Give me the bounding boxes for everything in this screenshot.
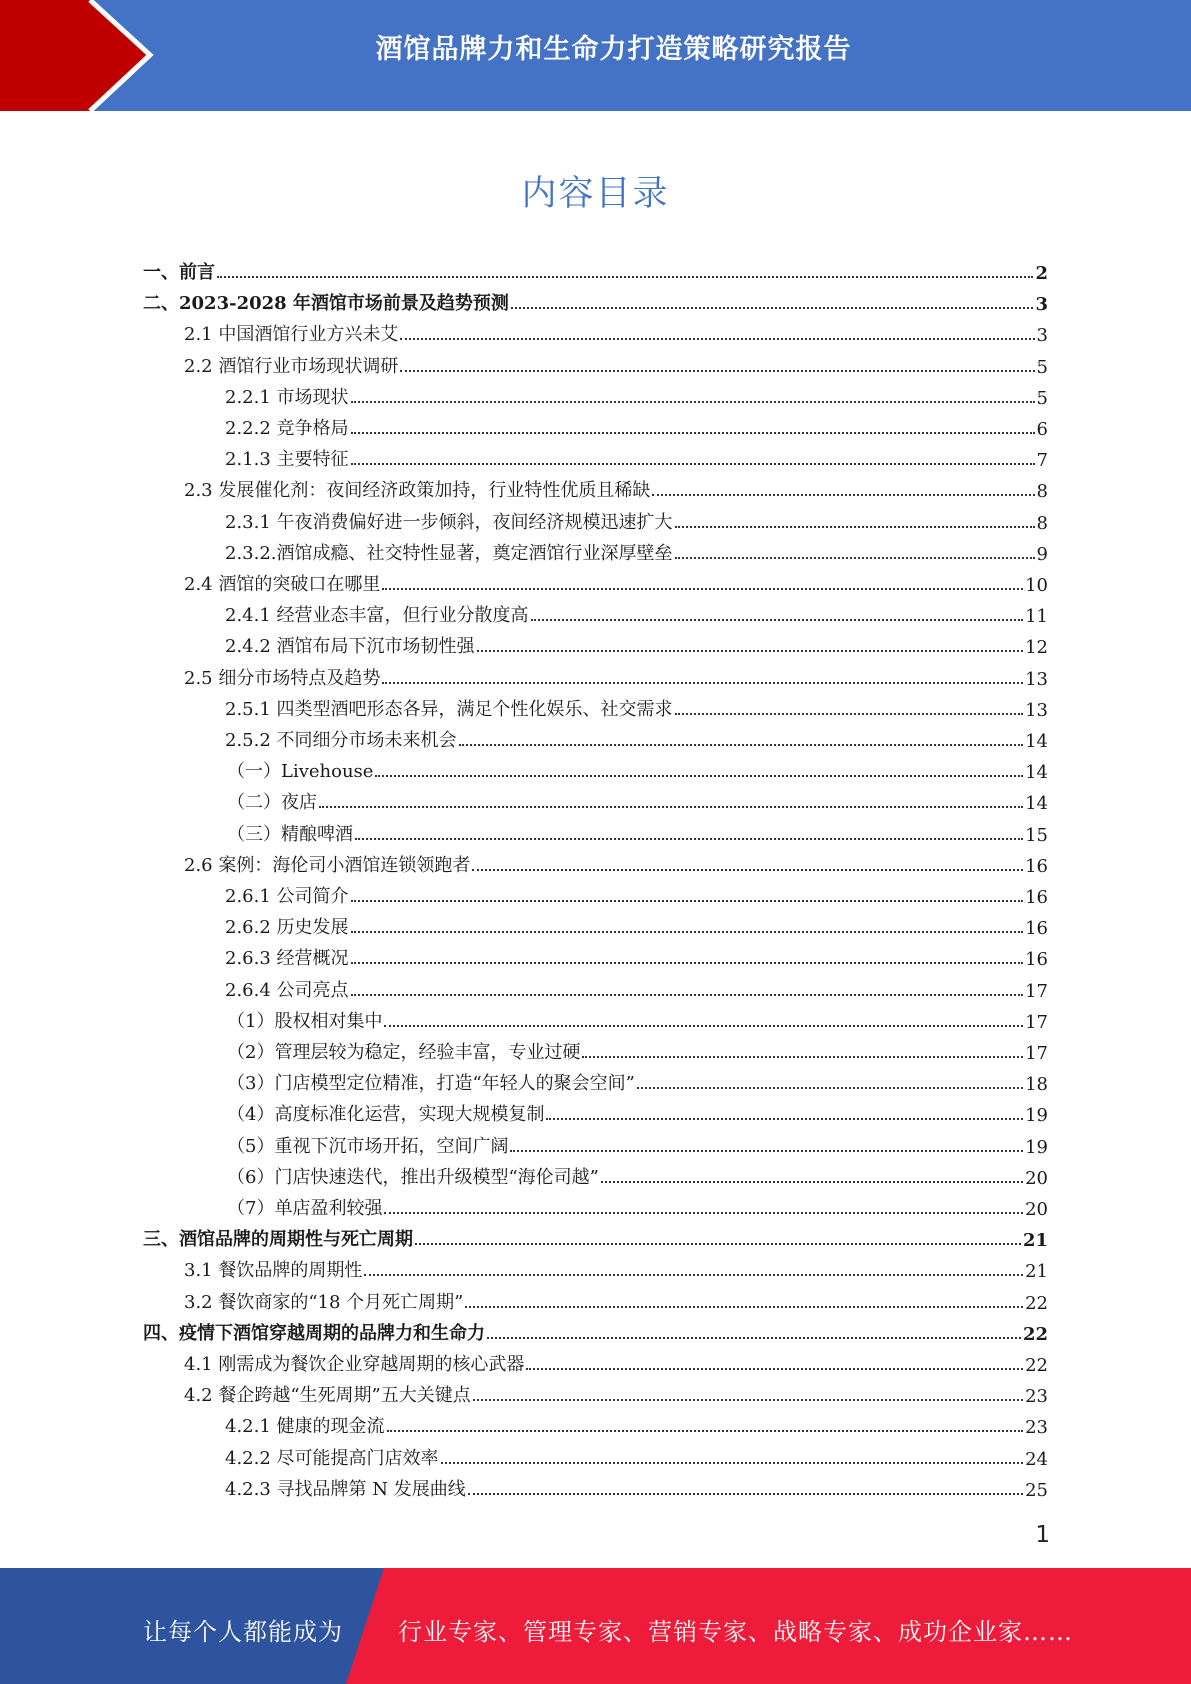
toc-entry-page: 15	[1025, 824, 1048, 846]
toc-dot-leader	[319, 806, 1023, 808]
footer-slogan-left: 让每个人都能成为	[143, 1618, 343, 1646]
toc-entry[interactable]	[225, 690, 1048, 721]
toc-entry-page: 22	[1022, 1323, 1048, 1345]
toc-entry-label: 2.4 酒馆的突破口在哪里	[184, 574, 381, 595]
toc-entry-page: 11	[1025, 606, 1048, 628]
toc-entry-label: 4.1 刚需成为餐饮企业穿越周期的核心武器	[184, 1354, 525, 1375]
toc-dot-leader	[382, 588, 1023, 590]
toc-entry-page: 5	[1036, 356, 1048, 378]
toc-entry-label: （3）门店模型定位精准，打造“年轻人的聚会空间”	[227, 1073, 635, 1095]
toc-entry-page: 14	[1025, 793, 1048, 815]
toc-entry-page: 21	[1025, 1261, 1048, 1283]
toc-entry[interactable]	[184, 471, 1048, 502]
toc-entry[interactable]	[227, 783, 1048, 814]
toc-dot-leader	[351, 432, 1035, 434]
toc-entry-page: 3	[1035, 294, 1048, 316]
toc-entry[interactable]	[225, 1439, 1048, 1470]
toc-entry-label: 2.2.1 市场现状	[225, 386, 349, 408]
toc-entry-label: 2.4.2 酒馆布局下沉市场韧性强	[225, 636, 475, 658]
report-title: 酒馆品牌力和生命力打造策略研究报告	[375, 34, 852, 65]
toc-entry-page: 12	[1025, 637, 1048, 659]
toc-dot-leader	[487, 1337, 1021, 1339]
toc-entry[interactable]	[227, 752, 1048, 783]
toc-dot-leader	[364, 1274, 1023, 1276]
page-number: 1	[1035, 1522, 1050, 1548]
toc-entry-page: 8	[1036, 512, 1048, 534]
toc-entry-page: 20	[1025, 1199, 1048, 1220]
toc-dot-leader	[675, 557, 1035, 559]
toc-entry[interactable]	[184, 1283, 1048, 1314]
toc-entry-label: 2.5.1 四类型酒吧形态各异，满足个性化娱乐、社交需求	[225, 698, 673, 720]
toc-dot-leader	[511, 307, 1034, 309]
toc-entry[interactable]	[225, 440, 1048, 471]
toc-entry-label: 2.5 细分市场特点及趋势	[184, 667, 381, 689]
toc-entry-label: （一）Livehouse	[227, 761, 374, 783]
toc-dot-leader	[387, 1430, 1024, 1432]
toc-entry[interactable]	[227, 815, 1048, 846]
toc-entry[interactable]	[225, 721, 1048, 752]
toc-entry-page: 7	[1036, 450, 1048, 472]
toc-entry-page: 25	[1025, 1479, 1048, 1501]
toc-dot-leader	[526, 1368, 1023, 1370]
toc-dot-leader	[351, 900, 1024, 902]
toc-entry[interactable]	[225, 409, 1048, 440]
toc-entry-page: 2	[1035, 263, 1048, 284]
toc-entry-page: 16	[1025, 887, 1048, 908]
toc-dot-leader	[415, 1243, 1021, 1245]
toc-dot-leader	[675, 526, 1035, 528]
toc-entry-label: 2.2 酒馆行业市场现状调研	[184, 355, 399, 377]
toc-entry[interactable]	[225, 596, 1048, 627]
toc-dot-leader	[400, 370, 1034, 372]
toc-entry-page: 9	[1036, 543, 1048, 565]
toc-entry[interactable]	[225, 534, 1048, 565]
toc-entry[interactable]	[184, 315, 1048, 346]
toc-entry-page: 5	[1036, 387, 1048, 409]
toc-heading: 内容目录	[521, 174, 670, 214]
toc-dot-leader	[546, 1118, 1023, 1120]
toc-entry[interactable]	[227, 1002, 1048, 1033]
toc-entry-page: 13	[1025, 668, 1048, 690]
toc-entry[interactable]	[184, 347, 1048, 378]
toc-entry-label: 2.3.2.酒馆成瘾、社交特性显著，奠定酒馆行业深厚壁垒	[225, 542, 673, 564]
toc-dot-leader	[351, 463, 1035, 465]
toc-entry-label: 4.2.3 寻找品牌第 N 发展曲线	[225, 1478, 466, 1500]
toc-entry[interactable]	[225, 1470, 1048, 1501]
toc-entry[interactable]	[143, 284, 1048, 315]
toc-entry[interactable]	[227, 1033, 1048, 1064]
toc-entry[interactable]	[143, 1220, 1048, 1251]
toc-entry-label: （二）夜店	[227, 792, 317, 814]
toc-entry-label: 2.5.2 不同细分市场未来机会	[225, 730, 457, 751]
toc-entry[interactable]	[184, 659, 1048, 690]
toc-entry-label: 2.6.1 公司简介	[225, 886, 349, 907]
toc-entry-page: 18	[1025, 1074, 1048, 1096]
toc-dot-leader	[351, 401, 1035, 403]
footer-slogan-right: 行业专家、管理专家、营销专家、战略专家、成功企业家……	[398, 1618, 1073, 1646]
toc-dot-leader	[510, 1150, 1023, 1152]
toc-entry-page: 16	[1025, 918, 1048, 940]
toc-entry-label: 2.4.1 经营业态丰富，但行业分散度高	[225, 605, 529, 627]
toc-entry[interactable]	[225, 503, 1048, 534]
toc-entry-label: 2.1 中国酒馆行业方兴未艾	[184, 324, 399, 346]
toc-entry-page: 13	[1025, 699, 1048, 721]
toc-entry-page: 8	[1036, 481, 1048, 503]
toc-dot-leader	[355, 838, 1023, 840]
toc-entry-label: （7）单店盈利较强	[227, 1198, 383, 1219]
toc-entry-page: 19	[1025, 1136, 1048, 1158]
toc-entry-page: 14	[1025, 731, 1048, 752]
toc-entry-page: 17	[1025, 1011, 1048, 1033]
toc-entry-page: 3	[1036, 325, 1048, 347]
toc-dot-leader	[400, 338, 1034, 340]
toc-entry-page: 17	[1025, 1043, 1048, 1064]
toc-entry[interactable]	[225, 1407, 1048, 1438]
toc-dot-leader	[382, 682, 1023, 684]
toc-entry[interactable]	[225, 908, 1048, 939]
toc-entry[interactable]	[227, 1189, 1048, 1220]
toc-entry-label: 4.2.1 健康的现金流	[225, 1416, 385, 1438]
toc-dot-leader	[472, 869, 1023, 871]
toc-dot-leader	[675, 713, 1024, 715]
toc-entry-page: 20	[1025, 1167, 1048, 1189]
toc-dot-leader	[384, 1025, 1023, 1027]
toc-entry-label: 4.2.2 尽可能提高门店效率	[225, 1447, 439, 1469]
toc-entry-page: 14	[1025, 762, 1048, 784]
toc-entry-page: 10	[1025, 575, 1048, 596]
toc-entry[interactable]	[225, 877, 1048, 908]
toc-entry-label: （1）股权相对集中	[227, 1010, 383, 1032]
toc-dot-leader	[582, 1056, 1023, 1058]
toc-dot-leader	[637, 1087, 1023, 1089]
toc-entry[interactable]	[227, 1095, 1048, 1126]
toc-dot-leader	[459, 744, 1024, 746]
toc-dot-leader	[477, 650, 1024, 652]
toc-entry[interactable]	[184, 1251, 1048, 1282]
toc-entry[interactable]	[225, 627, 1048, 658]
toc-entry-label: 4.2 餐企跨越“生死周期”五大关键点	[184, 1385, 471, 1407]
toc-entry-page: 22	[1025, 1292, 1048, 1314]
toc-entry[interactable]	[227, 1064, 1048, 1095]
toc-entry-label: 2.2.2 竞争格局	[225, 418, 349, 439]
toc-entry[interactable]	[143, 253, 1048, 284]
toc-entry-page: 19	[1025, 1105, 1048, 1127]
toc-entry-page: 6	[1036, 419, 1048, 440]
toc-dot-leader	[384, 1212, 1023, 1214]
toc-dot-leader	[375, 775, 1023, 777]
toc-dot-leader	[468, 1493, 1023, 1495]
toc-entry-label: （2）管理层较为稳定，经验丰富，专业过硬	[227, 1042, 581, 1063]
toc-dot-leader	[473, 1399, 1023, 1401]
toc-entry[interactable]	[184, 1376, 1048, 1407]
toc-entry[interactable]	[225, 378, 1048, 409]
toc-dot-leader	[531, 619, 1024, 621]
toc-entry-label: 3.1 餐饮品牌的周期性	[184, 1260, 363, 1282]
toc-entry[interactable]	[143, 1314, 1048, 1345]
toc-entry-label: 2.1.3 主要特征	[225, 449, 349, 471]
toc-dot-leader	[601, 1181, 1023, 1183]
page-header	[0, 0, 1191, 111]
toc-entry[interactable]	[225, 939, 1048, 970]
toc-entry-page: 16	[1025, 949, 1048, 971]
toc-dot-leader	[652, 494, 1034, 496]
toc-entry-label: 2.6 案例：海伦司小酒馆连锁领跑者	[184, 854, 471, 876]
toc-entry-label: 一、前言	[143, 262, 215, 283]
toc-entry-label: （三）精酿啤酒	[227, 823, 353, 845]
toc-entry-label: （5）重视下沉市场开拓，空间广阔	[227, 1135, 509, 1157]
toc-entry-label: 2.6.3 经营概况	[225, 948, 349, 970]
toc-entry-page: 16	[1025, 855, 1048, 877]
toc-entry-label: （6）门店快速迭代，推出升级模型“海伦司越”	[227, 1166, 599, 1188]
toc-entry[interactable]	[184, 565, 1048, 596]
toc-entry-label: （4）高度标准化运营，实现大规模复制	[227, 1104, 545, 1126]
toc-entry-label: 2.6.2 历史发展	[225, 917, 349, 939]
toc-entry-page: 23	[1025, 1417, 1048, 1439]
toc-entry-page: 22	[1025, 1355, 1048, 1376]
toc-entry[interactable]	[227, 1158, 1048, 1189]
toc-entry[interactable]	[184, 846, 1048, 877]
toc-entry-label: 四、疫情下酒馆穿越周期的品牌力和生命力	[143, 1322, 485, 1344]
toc-entry-page: 17	[1025, 980, 1048, 1002]
toc-entry-page: 24	[1025, 1448, 1048, 1470]
toc-dot-leader	[351, 994, 1024, 996]
toc-entry[interactable]	[225, 971, 1048, 1002]
toc-dot-leader	[351, 962, 1024, 964]
toc-dot-leader	[441, 1462, 1024, 1464]
toc-entry-label: 三、酒馆品牌的周期性与死亡周期	[143, 1229, 413, 1251]
toc-entry-label: 2.3.1 午夜消费偏好进一步倾斜，夜间经济规模迅速扩大	[225, 511, 673, 533]
toc-entry-page: 23	[1025, 1386, 1048, 1408]
toc-entry[interactable]	[184, 1345, 1048, 1376]
toc-dot-leader	[351, 931, 1024, 933]
toc-entry-page: 21	[1022, 1230, 1048, 1252]
toc-entry[interactable]	[227, 1127, 1048, 1158]
toc-entry-label: 二、2023-2028 年酒馆市场前景及趋势预测	[143, 293, 509, 315]
toc-dot-leader	[465, 1306, 1023, 1308]
toc-entry-label: 3.2 餐饮商家的“18 个月死亡周期”	[184, 1291, 464, 1313]
toc-entry-label: 2.3 发展催化剂：夜间经济政策加持，行业特性优质且稀缺	[184, 480, 651, 502]
toc-entry-label: 2.6.4 公司亮点	[225, 979, 349, 1001]
toc-dot-leader	[217, 276, 1033, 278]
